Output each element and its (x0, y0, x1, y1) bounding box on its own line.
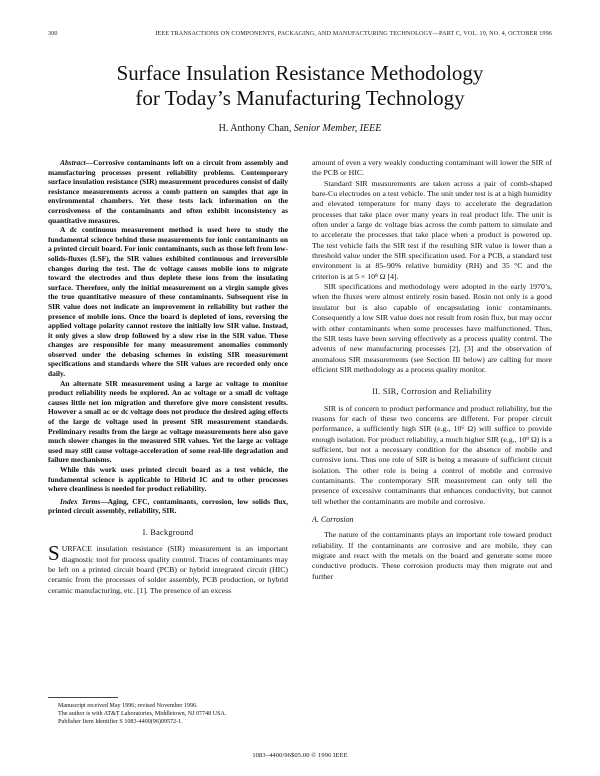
footnote (48, 697, 288, 726)
right-column (312, 158, 552, 596)
background-paragraph-3: SIR specifications and methodology were adopted in the early 1970’s, when the fluxes were almost entirely rosin based. Rosin not only is a good insulator but is also capable of encapsulating ionic contaminants. Consequently a low SIR value does not result from rosin flux, but may occur with other contaminants when some processes have malfunctioned. Thus, the SIR tests have been serving effectively as a process quality control. The advents of new manufacturing processes [2], [3] and the observation of anomalous SIR measurements (see Section III below) are calling for more efficient SIR methodology as a process quality monitor. (312, 282, 552, 374)
sir-paragraph-1: SIR is of concern to product performance and product reliability, but the reasons for each of these two concerns are different. For proper circuit performance, a sufficiently high SIR (e.g., 10⁶ Ω) will suffice to provide enough isolation. For product reliability, a much higher SIR (e.g., 10⁹ Ω) is a sufficient, but not a necessary condition for the absence of mobile and corrosive ions. Thus one role of SIR is being a measure of sufficient circuit isolation. The other role is being a control of mobile and corrosive contaminants. The contemporary SIR measurement can only tell the presence of excessive contaminants that enhances conductivity, but cannot tell whether the contaminants are mobile and corrosive. (312, 403, 552, 506)
abstract-paragraph-2: A dc continuous measurement method is used here to study the fundamental science behind these measurements for ionic contaminants on a printed circuit board. For ionic contaminants, such as those left from low-solids-fluxes (LSF), the SIR values exhibited continuous and irreversible changes during the test. The dc voltage causes mobile ions to migrate toward the electrodes and thus deplete these ions from the insulating surface. Therefore, only the initial measurement on a virgin sample gives the true quantitative measure of these contaminants. Subsequent rise in SIR value does not indicate an improvement in reliability but rather the presence of mobile ions. Once the board is depleted of ions, reversing the applied voltage polarity cannot restore the initially low SIR value. Instead, it only gives a slow drop followed by a slow rise in the SIR value. These changes are responsible for many measurement anomalies commonly observed under the debasing schemes in existing SIR measurement specifications and standards where the SIR values are recorded only once daily. (48, 225, 288, 379)
drop-cap: S (48, 541, 60, 566)
abstract-paragraph-4: While this work uses printed circuit board as a test vehicle, the fundamental science is applicable to Hibrid IC and to other processes where cleanliness is needed for product reliability. (48, 465, 288, 494)
background-paragraph-1: SURFACE insulation resistance (SIR) measurement is an important diagnostic tool for process quality control. Traces of contaminants may be left on a printed circuit board (PCB) or hybrid integrated circuit (HIC) ceramic from the processes of solder assembly, PCB production, or hybrid ceramic manufacturing, etc. [1]. The presence of an excess (48, 541, 288, 595)
two-column-body (48, 158, 552, 596)
footnote-line-1: Manuscript received May 1996; revised November 1996. (58, 703, 198, 709)
author-line (48, 123, 552, 134)
index-terms: Index Terms—Aging, CFC, contaminants, corrosion, low solids flux, printed circuit assembly, reliability, SIR. (48, 496, 288, 516)
footnote-line-3: Publisher Item Identifier S 1083-4400(96)09572-1. (58, 719, 183, 725)
abstract-paragraph-1: Abstract—Corrosive contaminants left on a circuit from assembly and manufacturing processes present reliability problems. Contemporary surface insulation resistance (SIR) measurement procedures consist of daily resistance measurements across a comb pattern on samples that age in environmental chambers. Yet these tests lack information on the corrosiveness of the contaminants and often exhibit inconsistency as quantitative measures. (48, 158, 288, 225)
page-number: 300 (48, 30, 58, 37)
first-word: URFACE (61, 544, 92, 554)
paper-title (48, 61, 552, 111)
journal-name: IEEE TRANSACTIONS ON COMPONENTS, PACKAGING, AND MANUFACTURING TECHNOLOGY—PART C, VOL. 19, NO. 4, OCTOBER 1996 (155, 30, 552, 37)
background-paragraph-1-continued: amount of even a very weakly conducting contaminant will lower the SIR of the PCB or HIC. (312, 158, 552, 178)
background-paragraph-2: Standard SIR measurements are taken across a pair of comb-shaped bare-Cu electrodes on a test vehicle. The unit under test is at a high humidity and elevated temperature for many days to accelerate the degradation processes that take place over many years in real product life. The unit is often under a large dc voltage bias across the comb pattern to simulate and to accelerate the processes that take place when a product is powered up. The test vehicle fails the SIR test if the resulting SIR value is lower than a threshold value under the SIR specification used. For a PCB, a standard test environment is at 85–90% relative humidity (RH) and 35 °C and the criterion is at 5 × 10⁸ Ω [4]. (312, 178, 552, 281)
running-header (48, 30, 552, 37)
abstract-lead: Abstract— (60, 158, 94, 167)
section-heading-background: I. Background (142, 527, 194, 537)
index-terms-lead: Index Terms (60, 496, 101, 506)
abstract (48, 158, 288, 494)
footnote-rule (48, 697, 118, 698)
author-role: Senior Member, IEEE (293, 123, 382, 134)
left-column (48, 158, 288, 596)
abstract-paragraph-3: An alternate SIR measurement using a large ac voltage to monitor product reliability needs be explored. An ac voltage or a small dc voltage causes little net ion migration and therefore give more consistent results. However a small ac or dc voltage does not produce the desired aging effects of the large dc voltage used in present SIR measurement standards. Preliminary results from the large ac voltage measurements here also gave much slower changes in the measured SIR values. Yet the large ac voltage used may still cause voltage-acceleration of some real-life degradation and failure mechanisms. (48, 378, 288, 465)
author-name: H. Anthony Chan, (218, 123, 292, 134)
subsection-heading-corrosion: A. Corrosion (312, 515, 354, 524)
section-heading-sir-corrosion: II. SIR, Corrosion and Reliability (372, 387, 492, 397)
corrosion-paragraph-1: The nature of the contaminants plays an important role toward product reliability. If the contaminants are corrosive and are mobile, they can migrate and react with the metals on the board and generate some more conductive products. These corrosion products may then migrate out and further (312, 530, 552, 581)
title-line-1: Surface Insulation Resistance Methodology (116, 61, 484, 85)
title-line-2: for Today’s Manufacturing Technology (135, 86, 465, 110)
footnote-line-2: The author is with AT&T Laboratories, Middletown, NJ 07748 USA. (58, 711, 227, 717)
copyright-line: 1083–4400/96$05.00 © 1996 IEEE (252, 752, 348, 759)
